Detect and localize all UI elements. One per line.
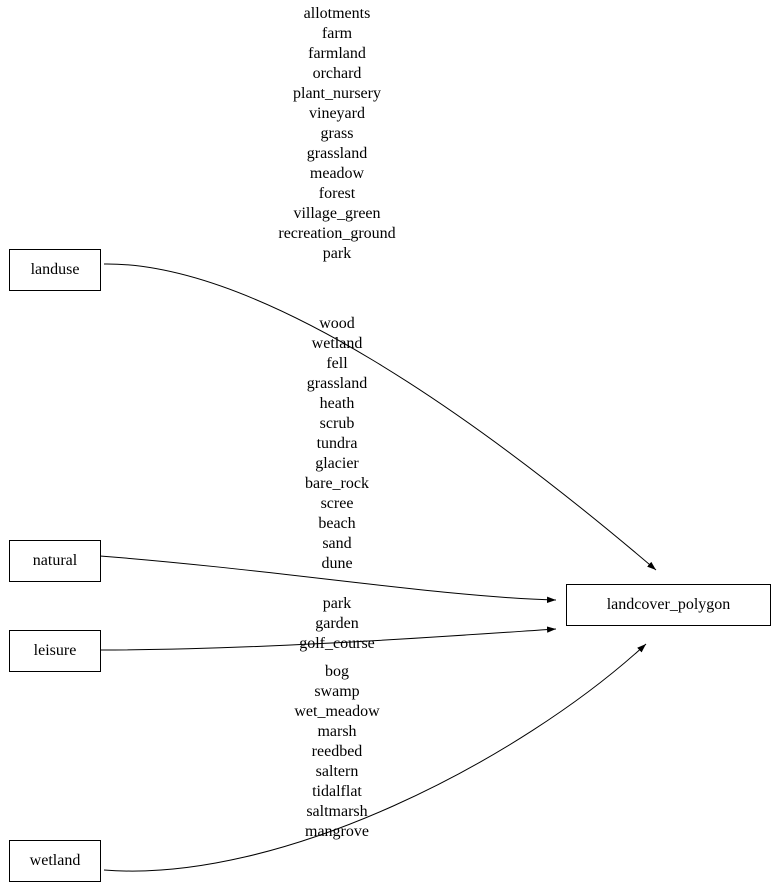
value-item: saltmarsh — [306, 803, 368, 820]
value-item: wetland — [311, 335, 363, 352]
value-item: vineyard — [309, 105, 365, 122]
value-list-leisure — [247, 594, 427, 654]
value-item: swamp — [314, 683, 360, 700]
value-item: fell — [326, 355, 348, 372]
node-landcover-polygon-label: landcover_polygon — [606, 596, 731, 613]
value-item: grassland — [306, 145, 368, 162]
value-item: wet_meadow — [294, 703, 380, 720]
value-item: reedbed — [311, 743, 363, 760]
value-item: farm — [321, 25, 353, 42]
value-item: park — [322, 595, 352, 612]
value-item: heath — [319, 395, 355, 412]
node-natural[interactable] — [9, 540, 101, 582]
value-item: scree — [320, 495, 354, 512]
node-landuse-label: landuse — [30, 261, 80, 278]
value-item: park — [322, 245, 352, 262]
value-item: marsh — [317, 723, 357, 740]
node-wetland-label: wetland — [29, 852, 81, 869]
value-list-wetland — [247, 662, 427, 842]
value-item: scrub — [319, 415, 355, 432]
value-item: wood — [319, 315, 355, 332]
value-item: allotments — [303, 5, 371, 22]
node-landuse[interactable] — [9, 249, 101, 291]
value-list-natural — [247, 314, 427, 574]
value-item: mangrove — [305, 823, 369, 840]
value-item: garden — [315, 615, 359, 632]
value-item: grass — [320, 125, 354, 142]
value-item: bog — [325, 663, 349, 680]
value-item: forest — [318, 185, 356, 202]
value-item: golf_course — [299, 635, 375, 652]
value-item: farmland — [308, 45, 366, 62]
value-item: recreation_ground — [278, 225, 396, 242]
value-item: dune — [321, 555, 353, 572]
value-item: orchard — [312, 65, 362, 82]
node-natural-label: natural — [32, 552, 78, 569]
value-item: sand — [322, 535, 352, 552]
value-item: glacier — [315, 455, 359, 472]
value-item: tundra — [316, 435, 358, 452]
value-item: beach — [318, 515, 356, 532]
value-item: grassland — [306, 375, 368, 392]
node-landcover-polygon[interactable] — [566, 584, 771, 626]
value-item: meadow — [309, 165, 365, 182]
value-item: plant_nursery — [293, 85, 381, 102]
value-item: saltern — [315, 763, 359, 780]
value-item: tidalflat — [312, 783, 362, 800]
node-leisure[interactable] — [9, 630, 101, 672]
value-list-landuse — [247, 4, 427, 264]
value-item: bare_rock — [305, 475, 369, 492]
value-item: village_green — [293, 205, 381, 222]
node-wetland[interactable] — [9, 840, 101, 882]
node-leisure-label: leisure — [33, 642, 77, 659]
